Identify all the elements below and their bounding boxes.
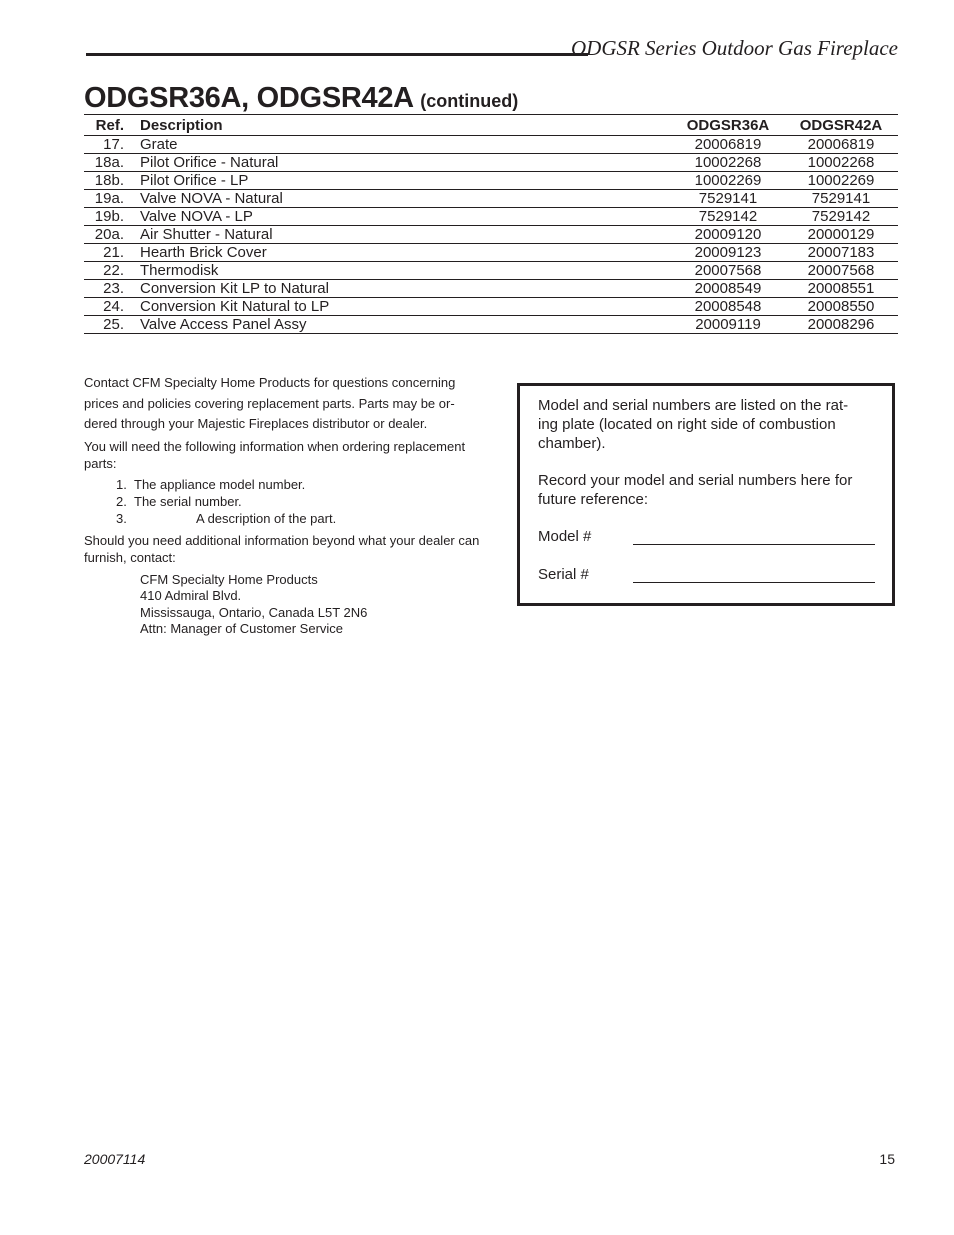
cell-description: Thermodisk xyxy=(140,262,219,279)
header-rule xyxy=(86,53,588,56)
record-instruction: Record your model and serial numbers here for future reference: xyxy=(538,472,853,508)
serial-number-label: Serial # xyxy=(538,566,589,583)
parts-table xyxy=(84,114,898,334)
serial-number-blank[interactable] xyxy=(633,582,875,583)
address-line: Mississauga, Ontario, Canada L5T 2N6 xyxy=(140,604,368,620)
list-item-number: 1. xyxy=(116,476,127,492)
table-row xyxy=(84,172,898,190)
cell-odgsr42a: 20007183 xyxy=(807,244,875,261)
list-item-number: 3. xyxy=(116,510,127,526)
cell-odgsr36a: 20006819 xyxy=(694,136,762,153)
ordering-requirements-list xyxy=(84,476,500,527)
table-row xyxy=(84,244,898,262)
rating-plate-note: Model and serial numbers are listed on the rat- ing plate (located on right side of combustion chamber). xyxy=(538,397,849,452)
cell-odgsr36a: 20008548 xyxy=(694,298,762,315)
list-item-text: The serial number. xyxy=(134,493,242,509)
cell-description: Pilot Orifice - Natural xyxy=(140,154,279,171)
cell-description: Valve Access Panel Assy xyxy=(140,316,307,333)
cell-odgsr36a: 20009120 xyxy=(694,226,762,243)
table-row xyxy=(84,316,898,334)
cell-odgsr42a: 10002269 xyxy=(807,172,875,189)
cell-odgsr36a: 20007568 xyxy=(694,262,762,279)
table-row xyxy=(84,136,898,154)
address-line: CFM Specialty Home Products xyxy=(140,571,318,587)
cell-ref: 17. xyxy=(103,136,124,153)
model-number-blank[interactable] xyxy=(633,544,875,545)
cell-odgsr36a: 10002269 xyxy=(694,172,762,189)
cell-odgsr42a: 7529141 xyxy=(811,190,871,207)
cell-ref: 21. xyxy=(103,244,124,261)
cell-ref: 18b. xyxy=(94,172,124,189)
cell-ref: 18a. xyxy=(94,154,124,171)
page-number: 15 xyxy=(879,1151,895,1167)
list-item xyxy=(84,510,500,527)
cell-description: Conversion Kit LP to Natural xyxy=(140,280,329,297)
col-header-ref: Ref. xyxy=(95,116,124,134)
col-header-description: Description xyxy=(140,116,223,134)
address-line: Attn: Manager of Customer Service xyxy=(140,621,344,636)
cell-odgsr42a: 20007568 xyxy=(807,262,875,279)
cell-ref: 19a. xyxy=(94,190,124,207)
table-row xyxy=(84,262,898,280)
cell-odgsr42a: 20008550 xyxy=(807,298,875,315)
cell-ref: 22. xyxy=(103,262,124,279)
table-row xyxy=(84,298,898,316)
table-row xyxy=(84,280,898,298)
address-line: 410 Admiral Blvd. xyxy=(140,588,242,603)
table-row xyxy=(84,226,898,244)
cell-ref: 24. xyxy=(103,298,124,315)
contact-intro-line: prices and policies covering replacement parts. Parts may be or- xyxy=(84,395,455,411)
cell-odgsr42a: 20000129 xyxy=(807,226,875,243)
cell-description: Valve NOVA - LP xyxy=(140,208,253,225)
table-header-row xyxy=(84,115,898,136)
cell-odgsr42a: 20006819 xyxy=(807,136,875,153)
cell-odgsr36a: 20009119 xyxy=(695,316,761,333)
further-info-text: Should you need additional information beyond what your dealer can furnish, contact: xyxy=(84,532,480,565)
table-row xyxy=(84,154,898,172)
ordering-info xyxy=(84,373,500,638)
col-header-odgsr36a: ODGSR36A xyxy=(686,116,770,134)
cell-description: Grate xyxy=(140,136,178,153)
serial-number-field[interactable] xyxy=(538,565,589,584)
cell-description: Conversion Kit Natural to LP xyxy=(140,298,330,315)
cell-odgsr36a: 7529142 xyxy=(698,208,758,225)
page-title xyxy=(84,82,518,115)
page-title-models: ODGSR36A, ODGSR42A xyxy=(84,82,414,114)
cell-odgsr42a: 20008296 xyxy=(807,316,875,333)
model-number-label: Model # xyxy=(538,528,592,545)
cell-ref: 23. xyxy=(103,280,124,297)
cell-ref: 19b. xyxy=(94,208,124,225)
cell-odgsr36a: 20009123 xyxy=(694,244,762,261)
list-item-number: 2. xyxy=(116,493,127,509)
document-number: 20007114 xyxy=(84,1151,146,1167)
list-item-text: The appliance model number. xyxy=(134,476,306,492)
cell-odgsr42a: 10002268 xyxy=(807,154,875,171)
col-header-odgsr42a: ODGSR42A xyxy=(799,116,883,134)
cell-odgsr42a: 7529142 xyxy=(811,208,871,225)
serial-record-box xyxy=(517,383,895,606)
model-number-field[interactable] xyxy=(538,527,591,546)
contact-intro-line: Contact CFM Specialty Home Products for questions concerning xyxy=(84,375,456,390)
mailing-address xyxy=(140,572,500,638)
cell-description: Pilot Orifice - LP xyxy=(140,172,249,189)
series-title: ODGSR Series Outdoor Gas Fireplace xyxy=(570,36,898,60)
list-item-text: A description of the part. xyxy=(196,510,337,526)
list-item xyxy=(84,493,500,510)
cell-ref: 20a. xyxy=(94,226,124,243)
cell-odgsr42a: 20008551 xyxy=(807,280,875,297)
cell-odgsr36a: 10002268 xyxy=(694,154,762,171)
ordering-requirements-intro: You will need the following information when ordering replacement parts: xyxy=(84,438,466,471)
contact-intro-line: dered through your Majestic Fireplaces distributor or dealer. xyxy=(84,416,428,431)
table-row xyxy=(84,190,898,208)
table-row xyxy=(84,208,898,226)
cell-description: Air Shutter - Natural xyxy=(140,226,273,243)
page-title-continued: (continued) xyxy=(420,91,519,111)
contact-intro xyxy=(84,373,500,435)
cell-ref: 25. xyxy=(103,316,124,333)
cell-description: Hearth Brick Cover xyxy=(140,244,267,261)
cell-description: Valve NOVA - Natural xyxy=(140,190,283,207)
cell-odgsr36a: 7529141 xyxy=(698,190,758,207)
list-item xyxy=(84,476,500,493)
cell-odgsr36a: 20008549 xyxy=(694,280,762,297)
